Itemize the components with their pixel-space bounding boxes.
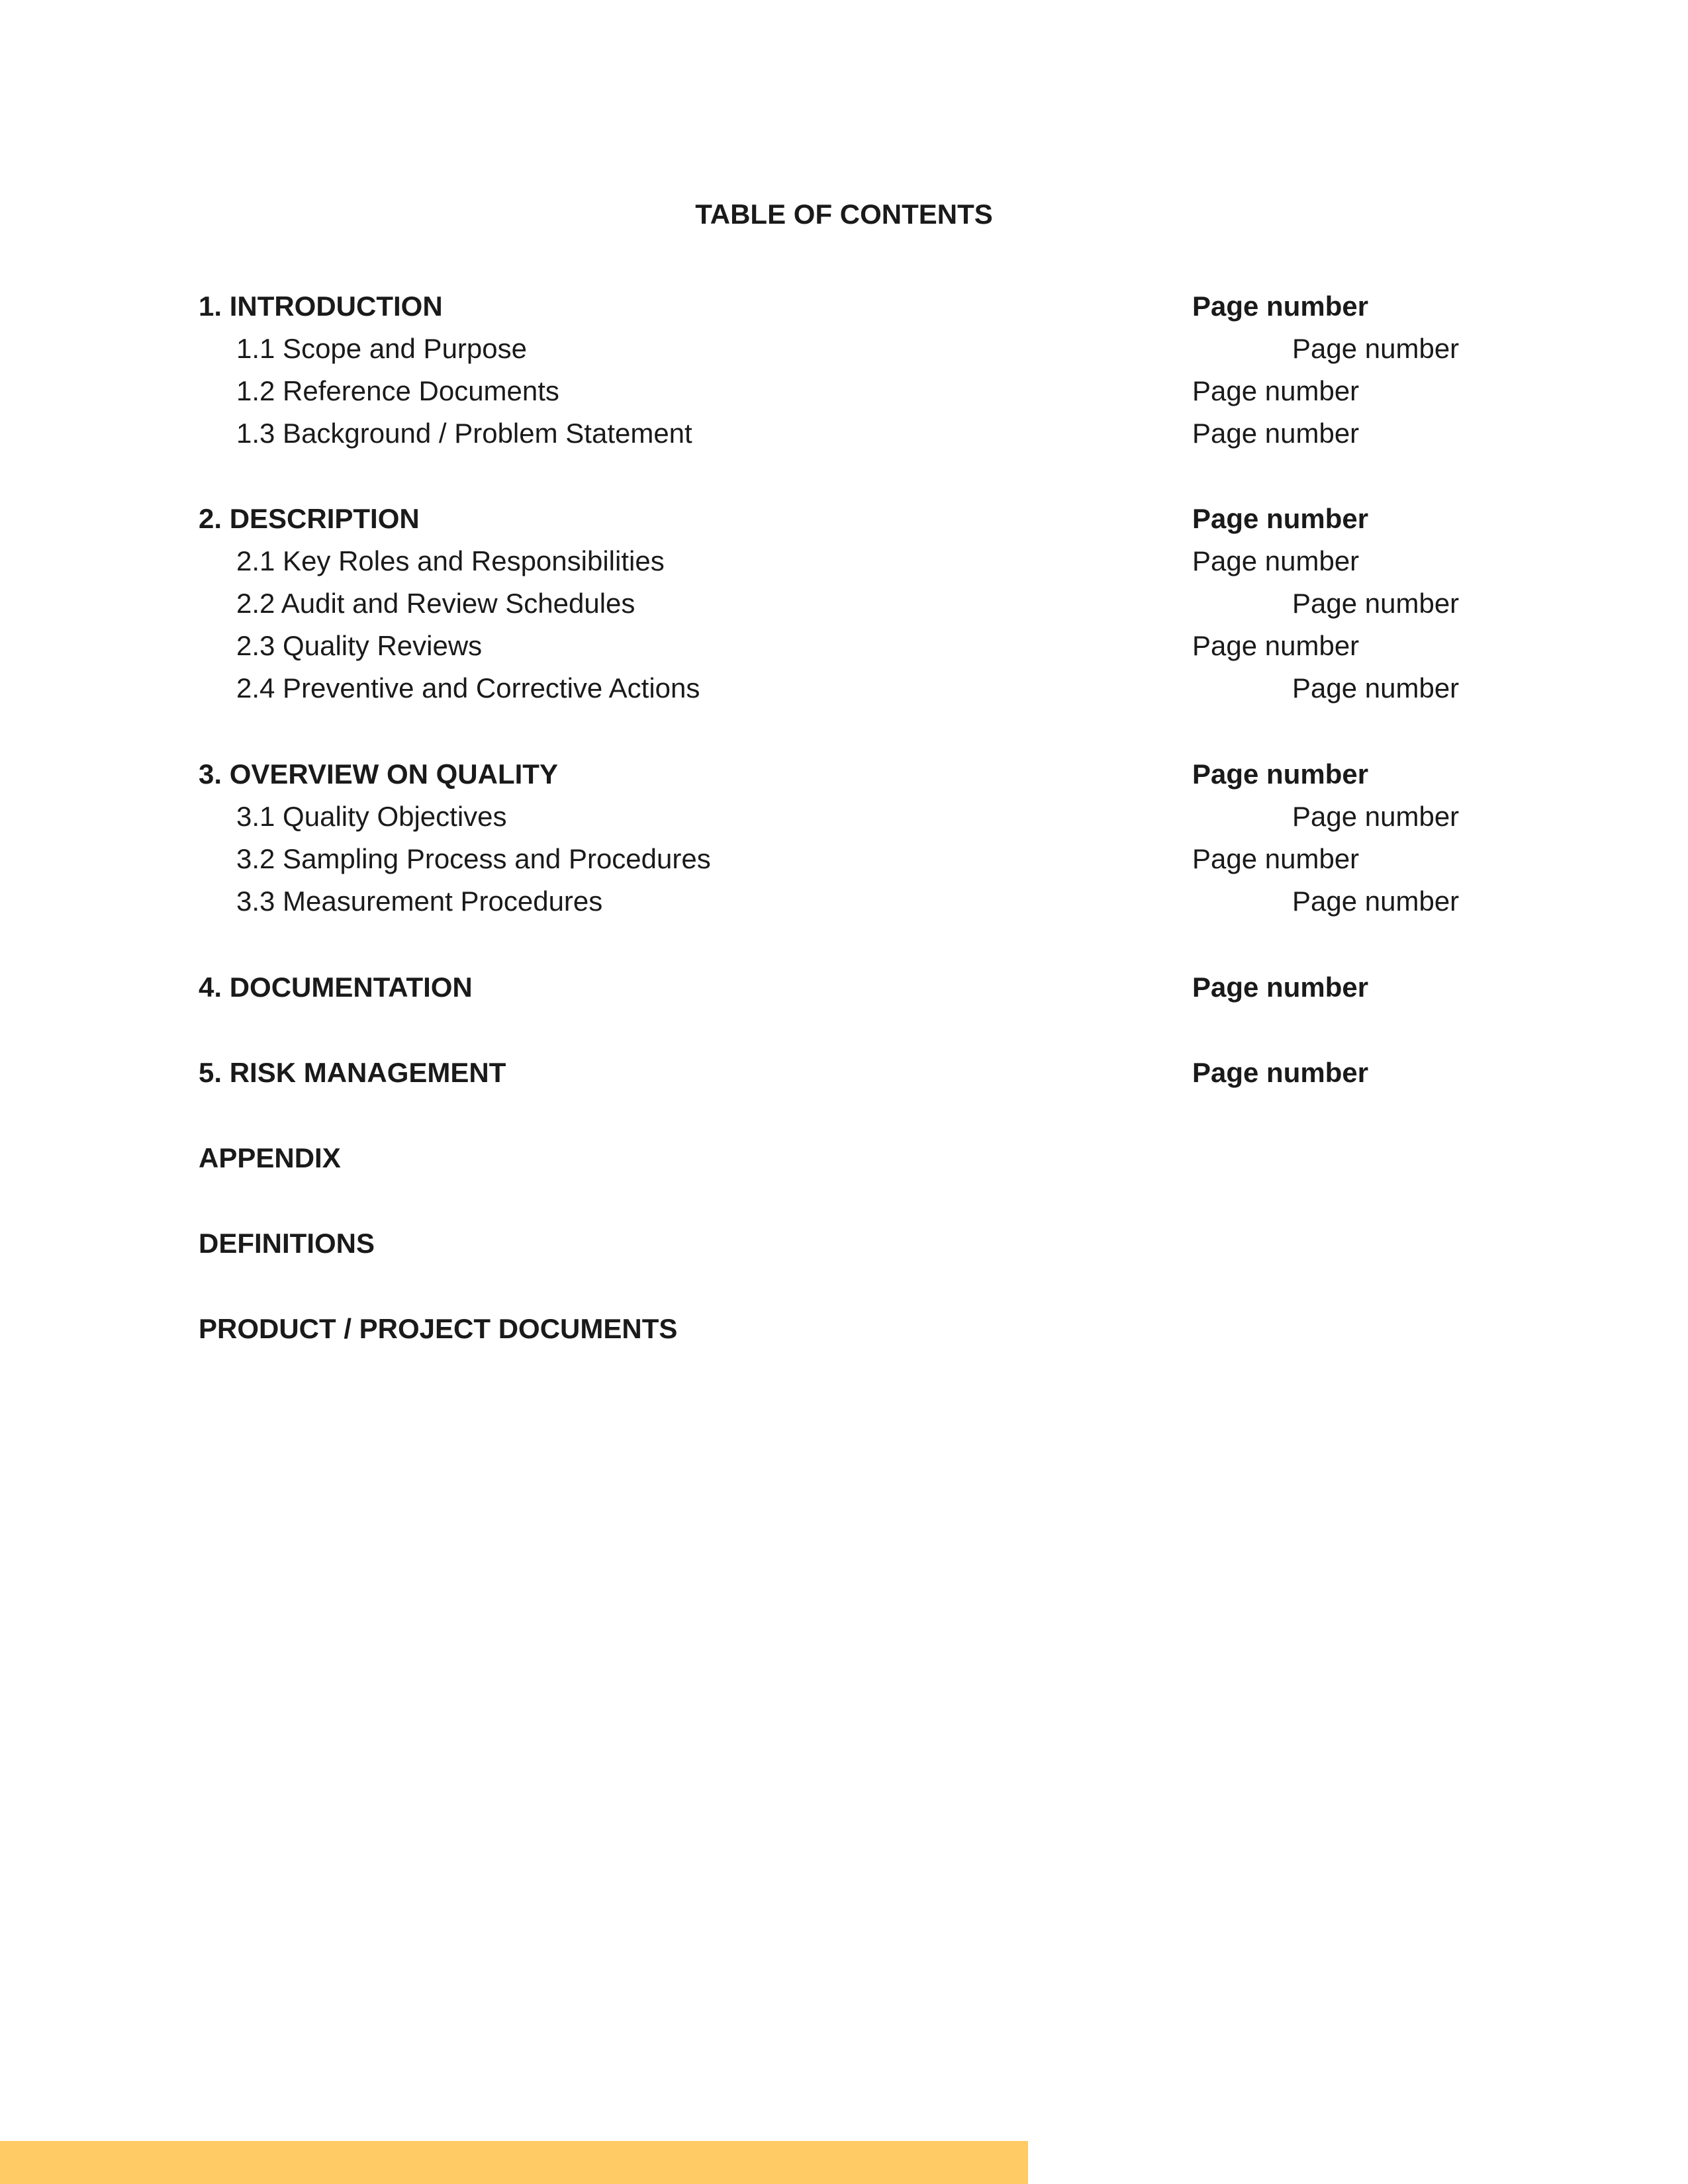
toc-entry-page-number: Page number: [1192, 1057, 1369, 1088]
toc-entry-label: DEFINITIONS: [199, 1228, 375, 1259]
toc-entry-sampling-process-and-procedures[interactable]: [0, 841, 1688, 878]
toc-entry-scope-and-purpose[interactable]: [0, 330, 1688, 367]
toc-entry-label: 2. DESCRIPTION: [199, 503, 420, 534]
toc-entry-overview-on-quality[interactable]: [0, 756, 1688, 793]
toc-entry-label: 2.1 Key Roles and Responsibilities: [236, 545, 665, 576]
toc-entry-page-number: Page number: [1192, 375, 1360, 406]
toc-entry-risk-management[interactable]: [0, 1054, 1688, 1091]
toc-entry-page-number: Page number: [1192, 758, 1369, 790]
toc-entry-label: 1. INTRODUCTION: [199, 291, 443, 322]
toc-entry-product-project-documents[interactable]: [0, 1310, 1688, 1347]
toc-entry-label: 3.3 Measurement Procedures: [236, 886, 603, 917]
toc-entry-label: 3.2 Sampling Process and Procedures: [236, 843, 711, 874]
toc-entry-label: APPENDIX: [199, 1142, 341, 1173]
toc-entry-page-number: Page number: [1192, 418, 1360, 449]
toc-entry-label: 2.3 Quality Reviews: [236, 630, 483, 661]
toc-entry-page-number: Page number: [1292, 588, 1460, 619]
toc-entry-audit-and-review-schedules[interactable]: [0, 585, 1688, 622]
toc-entry-background-problem-statement[interactable]: [0, 415, 1688, 452]
toc-entry-label: 1.3 Background / Problem Statement: [236, 418, 692, 449]
toc-entry-label: 1.1 Scope and Purpose: [236, 333, 527, 364]
toc-entry-label: 2.4 Preventive and Corrective Actions: [236, 672, 700, 704]
toc-entry-page-number: Page number: [1292, 333, 1460, 364]
toc-entry-introduction[interactable]: [0, 288, 1688, 325]
toc-entry-page-number: Page number: [1292, 672, 1460, 704]
toc-entry-label: 4. DOCUMENTATION: [199, 972, 473, 1003]
toc-entry-preventive-and-corrective-actions[interactable]: [0, 670, 1688, 707]
toc-title: TABLE OF CONTENTS: [695, 199, 993, 230]
toc-entry-page-number: Page number: [1192, 972, 1369, 1003]
toc-entry-page-number: Page number: [1192, 545, 1360, 576]
toc-entry-label: 3.1 Quality Objectives: [236, 801, 507, 832]
toc-entry-label: 5. RISK MANAGEMENT: [199, 1057, 506, 1088]
toc-entry-quality-objectives[interactable]: [0, 798, 1688, 835]
toc-entry-page-number: Page number: [1292, 886, 1460, 917]
toc-entry-page-number: Page number: [1192, 503, 1369, 534]
toc-entry-label: PRODUCT / PROJECT DOCUMENTS: [199, 1313, 678, 1344]
toc-entry-quality-reviews[interactable]: [0, 627, 1688, 664]
toc-entry-page-number: Page number: [1192, 630, 1360, 661]
toc-entry-label: 2.2 Audit and Review Schedules: [236, 588, 635, 619]
toc-entry-page-number: Page number: [1292, 801, 1460, 832]
toc-entry-reference-documents[interactable]: [0, 373, 1688, 410]
toc-entry-label: 3. OVERVIEW ON QUALITY: [199, 758, 558, 790]
toc-entry-label: 1.2 Reference Documents: [236, 375, 559, 406]
toc-entry-key-roles-and-responsibilities[interactable]: [0, 543, 1688, 580]
toc-entry-page-number: Page number: [1192, 843, 1360, 874]
toc-entry-appendix[interactable]: [0, 1140, 1688, 1177]
toc-entry-measurement-procedures[interactable]: [0, 883, 1688, 920]
toc-entry-definitions[interactable]: [0, 1225, 1688, 1262]
footer-accent-bar: [0, 2141, 1028, 2184]
toc-entry-description[interactable]: [0, 500, 1688, 537]
toc-entry-page-number: Page number: [1192, 291, 1369, 322]
toc-entry-documentation[interactable]: [0, 969, 1688, 1006]
